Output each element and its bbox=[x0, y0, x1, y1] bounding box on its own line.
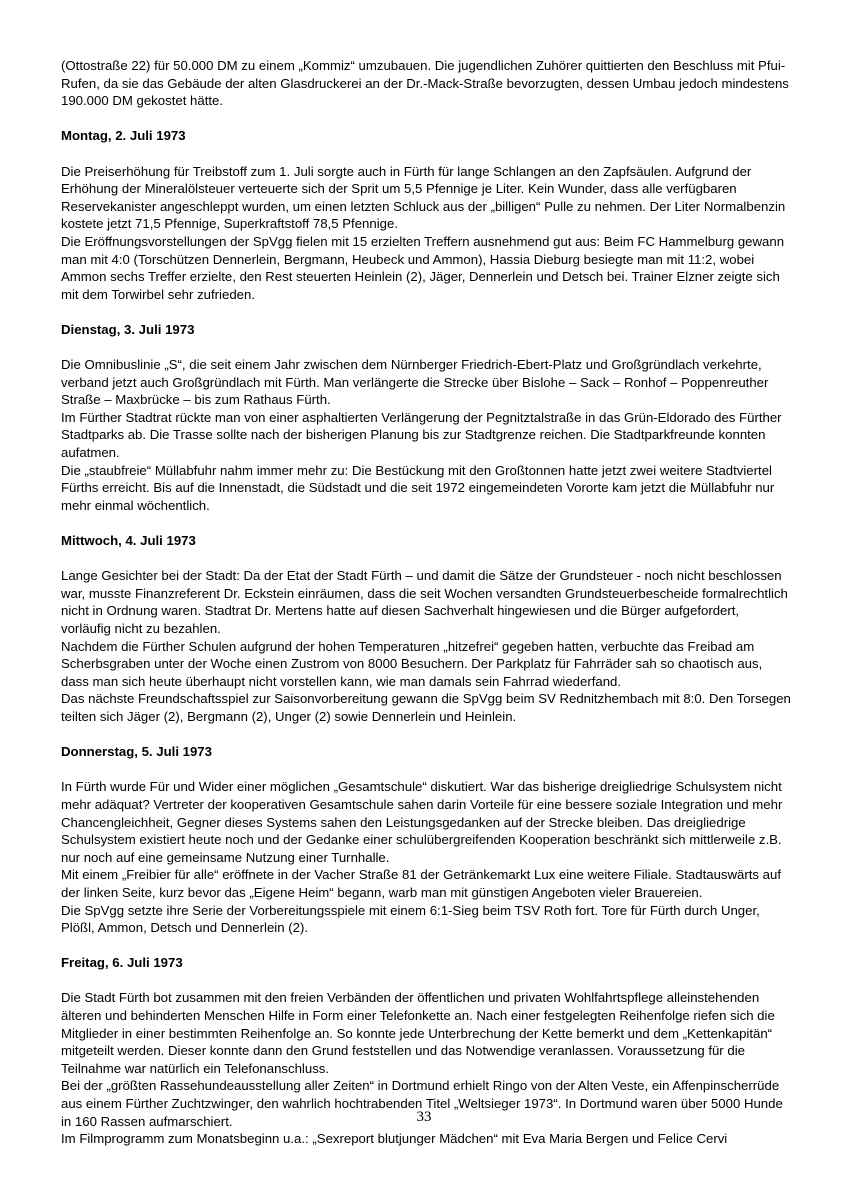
section-heading: Donnerstag, 5. Juli 1973 bbox=[61, 744, 212, 760]
section-paragraph: Das nächste Freundschaftsspiel zur Saisonvorbereitung gewann die SpVgg beim SV Rednitzhembach mit 8:0. Den Torsegen teilten sich Jäger (2), Bergmann (2), Unger (2) sowie Dennerlein und Heinlein. bbox=[61, 691, 791, 724]
section-tuesday bbox=[61, 321, 791, 515]
section-paragraph: Im Fürther Stadtrat rückte man von einer asphaltierten Verlängerung der Pegnitztalstraße in das Grün-Eldorado des Fürther Stadtparks ab. Die Trasse sollte nach der bisherigen Planung bis zur Stadtgrenze reichen. Die Stadtparkfreunde konnten aufatmen. bbox=[61, 409, 782, 461]
intro-paragraph: (Ottostraße 22) für 50.000 DM zu einem „Kommiz“ umzubauen. Die jugendlichen Zuhörer quittierten den Beschluss mit Pfui-Rufen, da sie das Gebäude der alten Glasdruckerei an der Dr.-Mack-Straße bevorzugten, dessen Umbau jedoch mindestens 190.000 DM gekostet hätte. bbox=[61, 58, 789, 109]
section-wednesday bbox=[61, 532, 791, 726]
section-paragraph: In Fürth wurde Für und Wider einer möglichen „Gesamtschule“ diskutiert. War das bisherige dreigliedrige Schulsystem nicht mehr adäquat? Vertreter der kooperativen Gesamtschule sahen darin Vorteile für eine bessere soziale Integration und mehr Chancengleichheit, Gegner dieses Systems sahen den Leistungsgedanken auf der Strecke bleiben. Das dreigliedrige Schulsystem existiert heute noch und der Gedanke einer schulübergreifenden Kooperation beschränkt sich mittlerweile z.B. nur noch auf eine gemeinsame Nutzung einer Turnhalle. bbox=[61, 779, 783, 865]
section-paragraph: Lange Gesichter bei der Stadt: Da der Etat der Stadt Fürth – und damit die Sätze der Grundsteuer - noch nicht beschlossen war, musste Finanzreferent Dr. Eckstein einräumen, dass die seit Wochen versandten Grundsteuerbescheide formalrechtlich nicht in Ordnung waren. Stadtrat Dr. Mertens hatte auf diesen Sachverhalt hingewiesen und die Bürger aufgefordert, vorläufig nicht zu bezahlen. bbox=[61, 568, 788, 636]
page-number: 33 bbox=[416, 1109, 432, 1125]
section-paragraph: Mit einem „Freibier für alle“ eröffnete in der Vacher Straße 81 der Getränkemarkt Lux eine weitere Filiale. Stadtauswärts auf der linken Seite, kurz bevor das „Eigene Heim“ begann, warb man mit günstigen Angeboten vieler Brauereien. bbox=[61, 867, 782, 900]
section-paragraph: Bei der „größten Rassehundeausstellung aller Zeiten“ in Dortmund erhielt Ringo von der Alten Veste, ein Affenpinscherrüde aus einem Fürther Zuchtzwinger, den wahrlich hochtrabenden Titel „Weltsieger 1973“. In Dortmund waren über 5000 Hunde in 160 Rassen aufmarschiert. bbox=[61, 1078, 783, 1129]
section-paragraph: Die Preiserhöhung für Treibstoff zum 1. Juli sorgte auch in Fürth für lange Schlangen an den Zapfsäulen. Aufgrund der Erhöhung der Mineralölsteuer verteuerte sich der Sprit um 5,5 Pfennige je Liter. Kein Wunder, dass alle verfügbaren Reservekanister angeschleppt wurden, um einen letzten Schluck aus der „billigen“ Pulle zu nehmen. Der Liter Normalbenzin kostete jetzt 71,5 Pfennige, Superkraftstoff 78,5 Pfennige. bbox=[61, 163, 786, 232]
section-heading: Dienstag, 3. Juli 1973 bbox=[61, 321, 195, 337]
section-heading: Freitag, 6. Juli 1973 bbox=[61, 955, 183, 971]
section-heading: Mittwoch, 4. Juli 1973 bbox=[61, 533, 196, 549]
section-paragraph: Die Omnibuslinie „S“, die seit einem Jahr zwischen dem Nürnberger Friedrich-Ebert-Platz und Großgründlach verkehrte, verband jetzt auch Großgründlach mit Fürth. Man verlängerte die Strecke über Bislohe – Sack – Ronhof – Poppenreuther Straße – Maxbrücke – bis zum Rathaus Fürth. bbox=[61, 357, 769, 408]
section-paragraph: Die Stadt Fürth bot zusammen mit den freien Verbänden der öffentlichen und privaten Wohlfahrtspflege alleinstehenden älteren und behinderten Menschen Hilfe in Form einer Telefonkette an. Nach einer festgelegten Reihenfolge riefen sich die Mitglieder in einer bestimmten Reihenfolge an. So konnte jede Unterbrechung der Kette bemerkt und dem „Kettenkapitän“ mitgeteilt werden. Dieser konnte dann den Grund feststellen und das Notwendige veranlassen. Voraussetzung für die Teilnahme war natürlich ein Telefonanschluss. bbox=[61, 990, 775, 1076]
section-heading: Montag, 2. Juli 1973 bbox=[61, 128, 186, 144]
section-paragraph: Im Filmprogramm zum Monatsbeginn u.a.: „Sexreport blutjunger Mädchen“ mit Eva Maria Bergen und Felice Cervi bbox=[61, 1131, 728, 1147]
section-monday bbox=[61, 127, 791, 303]
section-paragraph: Die SpVgg setzte ihre Serie der Vorbereitungsspiele mit einem 6:1-Sieg beim TSV Roth fort. Tore für Fürth durch Unger, Plößl, Ammon, Detsch und Dennerlein (2). bbox=[61, 902, 760, 936]
section-thursday bbox=[61, 743, 791, 937]
section-paragraph: Die „staubfreie“ Müllabfuhr nahm immer mehr zu: Die Bestückung mit den Großtonnen hatte jetzt zwei weitere Stadtviertel Fürths erreicht. Bis auf die Innenstadt, die Südstadt und die seit 1972 eingemeindeten Vororte kam jetzt die Müllabfuhr nur mehr einmal wöchentlich. bbox=[61, 462, 775, 513]
section-paragraph: Nachdem die Fürther Schulen aufgrund der hohen Temperaturen „hitzefrei“ gegeben hatten, verbuchte das Freibad am Scherbsgraben unter der Woche einen Zustrom von 8000 Besuchern. Der Parkplatz für Fahrräder sah so chaotisch aus, dass man sich heute überhaupt nicht vorstellen kann, wie man damals sein Fahrrad wiederfand. bbox=[61, 638, 763, 689]
section-paragraph: Die Eröffnungsvorstellungen der SpVgg fielen mit 15 erzielten Treffern ausnehmend gut aus: Beim FC Hammelburg gewann man mit 4:0 (Torschützen Dennerlein, Bergmann, Heubeck und Ammon), Hassia Dieburg besiegte man mit 11:2, wobei Ammon sechs Treffer erzielte, den Rest steuerten Heinlein (2), Jäger, Dennerlein und Detsch bei. Trainer Elzner zeigte sich mit dem Torwirbel sehr zufrieden. bbox=[61, 233, 785, 302]
page-body bbox=[61, 57, 791, 1148]
